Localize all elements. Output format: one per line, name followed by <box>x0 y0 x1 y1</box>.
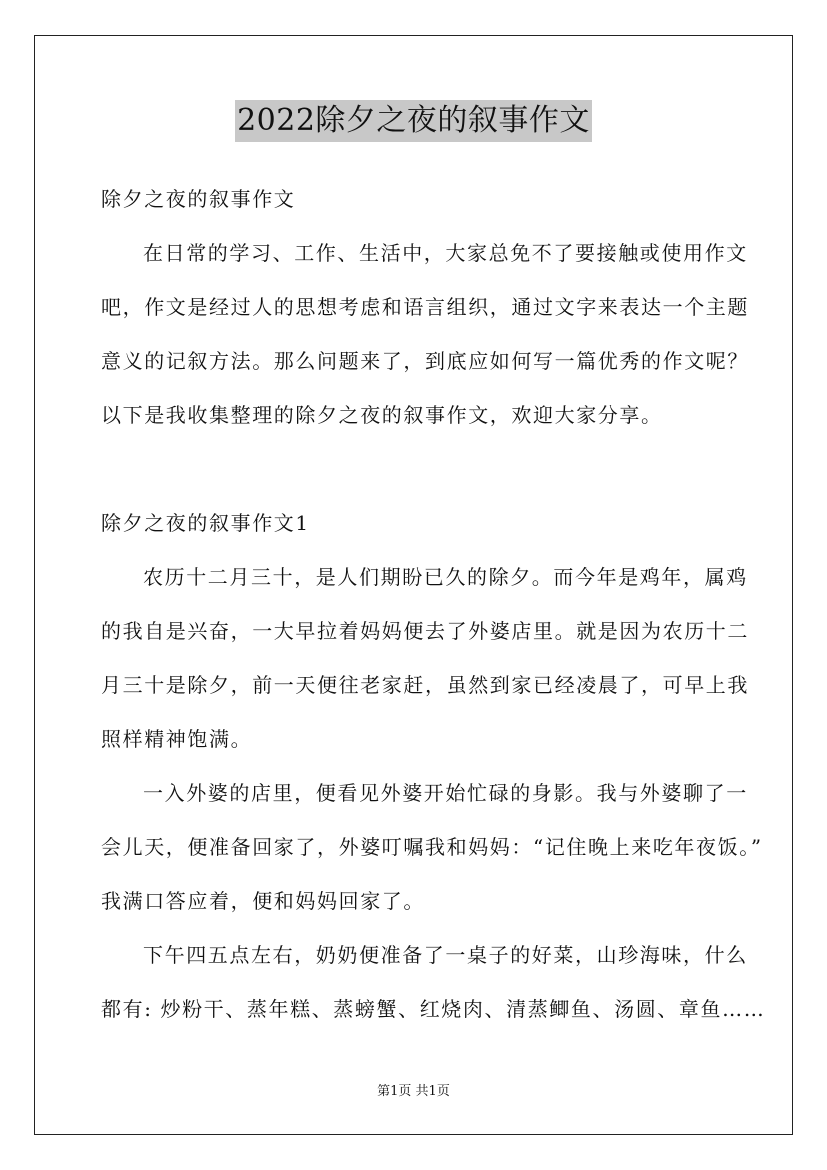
intro-line: 意义的记叙方法。那么问题来了，到底应如何写一篇优秀的作文呢？ <box>101 349 749 373</box>
document-body <box>101 172 766 1036</box>
paragraph-3-line: 都有: 炒粉干、蒸年糕、蒸螃蟹、红烧肉、清蒸鲫鱼、汤圆、章鱼…… <box>101 997 766 1021</box>
paragraph-gap <box>101 442 741 496</box>
paragraph-2-line: 一入外婆的店里，便看见外婆开始忙碌的身影。我与外婆聊了一 <box>143 781 748 805</box>
intro-line: 以下是我收集整理的除夕之夜的叙事作文，欢迎大家分享。 <box>101 403 663 427</box>
subtitle: 除夕之夜的叙事作文 <box>101 187 296 211</box>
intro-line: 在日常的学习、工作、生活中，大家总免不了要接触或使用作文 <box>143 241 748 265</box>
section-heading: 除夕之夜的叙事作文1 <box>101 511 310 535</box>
paragraph-2-line: 会儿天，便准备回家了，外婆叮嘱我和妈妈：“记住晚上来吃年夜饭。” <box>101 835 763 859</box>
paragraph-1-line: 月三十是除夕，前一天便往老家赶，虽然到家已经凌晨了，可早上我 <box>101 673 749 697</box>
document-title: 2022除夕之夜的叙事作文 <box>235 100 592 142</box>
paragraph-1-line: 照样精神饱满。 <box>101 727 253 751</box>
page-number: 第1页 共1页 <box>377 1084 450 1099</box>
page-footer <box>0 1083 827 1101</box>
paragraph-3-line: 下午四五点左右，奶奶便准备了一桌子的好菜，山珍海味，什么 <box>143 943 748 967</box>
title-container <box>0 100 827 142</box>
paragraph-1-line: 农历十二月三十，是人们期盼已久的除夕。而今年是鸡年，属鸡 <box>143 565 748 589</box>
paragraph-1-line: 的我自是兴奋，一大早拉着妈妈便去了外婆店里。就是因为农历十二 <box>101 619 749 643</box>
intro-line: 吧，作文是经过人的思想考虑和语言组织，通过文字来表达一个主题 <box>101 295 749 319</box>
paragraph-2-line: 我满口答应着，便和妈妈回家了。 <box>101 889 425 913</box>
